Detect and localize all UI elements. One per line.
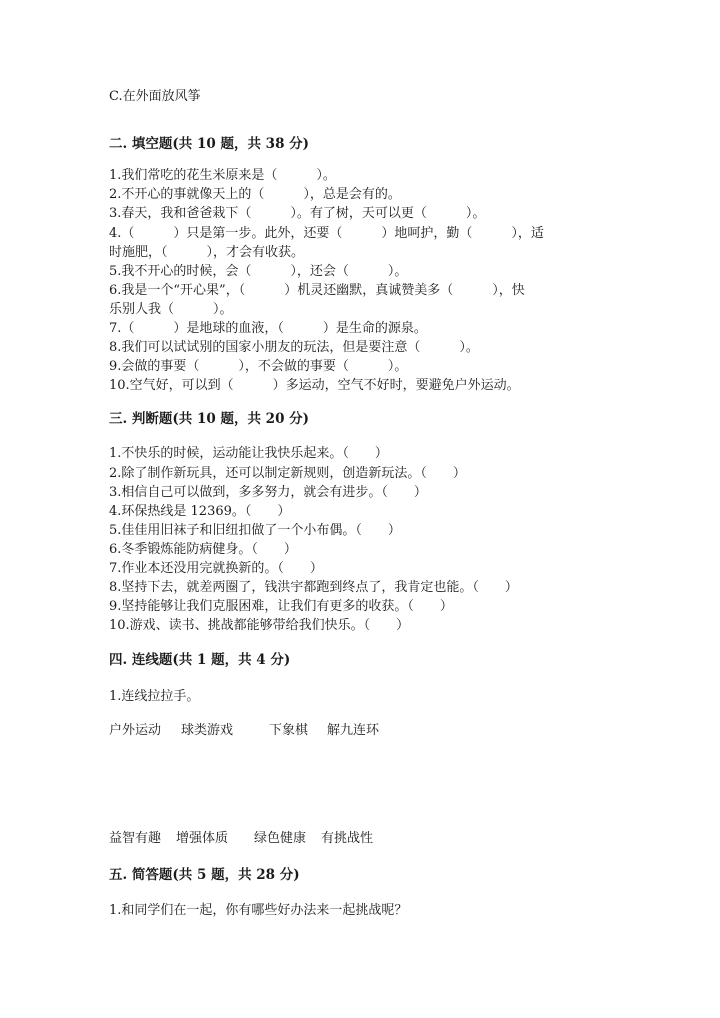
- matching-top-row: [109, 722, 609, 740]
- judge-question-10: 10.游戏、读书、挑战都能够带给我们快乐。（ ）: [109, 618, 410, 633]
- short-answer-question-1: 1.和同学们在一起，你有哪些好办法来一起挑战呢？: [109, 903, 408, 918]
- fill-question-7: 7.（ ）是地球的血液，（ ）是生命的源泉。: [109, 321, 427, 336]
- fill-question-3: 3.春天，我和爸爸栽下（ ）。有了树，天可以更（ ）。: [109, 206, 486, 221]
- fill-question-6: 6.我是一个“开心果”，（ ）机灵还幽默，真诚赞美多（ ），快: [109, 283, 525, 298]
- matching-question-1: 1.连线拉拉手。: [109, 689, 200, 704]
- judge-question-7: 7.作业本还没用完就换新的。（ ）: [109, 561, 323, 576]
- fill-question-8: 8.我们可以试试别的国家小朋友的玩法，但是要注意（ ）。: [109, 340, 479, 355]
- matching-bottom-item: 益智有趣: [109, 831, 162, 846]
- section-3-heading: 三. 判断题(共 10 题，共 20 分): [109, 411, 310, 427]
- judge-question-1: 1.不快乐的时候，运动能让我快乐起来。（ ）: [109, 446, 388, 461]
- fill-question-6-continued: 乐别人我（ ）。: [109, 302, 233, 317]
- section-4-heading: 四. 连线题(共 1 题，共 4 分): [109, 652, 291, 668]
- section-2-heading: 二. 填空题(共 10 题，共 38 分): [109, 136, 310, 152]
- fill-question-1: 1.我们常吃的花生米原来是（ ）。: [109, 168, 336, 183]
- matching-bottom-item: 绿色健康: [254, 831, 307, 846]
- fill-question-4: 4.（ ）只是第一步。此外，还要（ ）地呵护，勤（ ），适: [109, 226, 544, 241]
- carryover-option: C.在外面放风筝: [109, 89, 201, 104]
- matching-bottom-item: 增强体质: [176, 831, 229, 846]
- judge-question-4: 4.环保热线是 12369。（ ）: [109, 504, 291, 519]
- judge-question-3: 3.相信自己可以做到，多多努力，就会有进步。（ ）: [109, 485, 427, 500]
- matching-bottom-item: 有挑战性: [321, 831, 374, 846]
- judge-question-5: 5.佳佳用旧袜子和旧纽扣做了一个小布偶。（ ）: [109, 523, 401, 538]
- matching-top-item: 球类游戏: [181, 723, 234, 738]
- judge-question-6: 6.冬季锻炼能防病健身。（ ）: [109, 542, 297, 557]
- matching-top-item: 户外运动: [109, 723, 162, 738]
- judge-question-8: 8.坚持下去，就差两圈了，钱洪宇都跑到终点了，我肯定也能。（ ）: [109, 580, 518, 595]
- fill-question-10: 10.空气好，可以到（ ）多运动，空气不好时，要避免户外运动。: [109, 378, 520, 393]
- judge-question-9: 9.坚持能够让我们克服困难，让我们有更多的收获。（ ）: [109, 599, 453, 614]
- matching-top-item: 解九连环: [327, 723, 380, 738]
- fill-question-4-continued: 时施肥，（ ），才会有收获。: [109, 245, 305, 260]
- judge-question-2: 2.除了制作新玩具，还可以制定新规则，创造新玩法。（ ）: [109, 466, 466, 481]
- fill-question-5: 5.我不开心的时候，会（ ），还会（ ）。: [109, 264, 408, 279]
- fill-question-9: 9.会做的事要（ ），不会做的事要（ ）。: [109, 359, 408, 374]
- fill-question-2: 2.不开心的事就像天上的（ ），总是会有的。: [109, 187, 401, 202]
- matching-top-item: 下象棋: [269, 723, 309, 738]
- matching-bottom-row: [109, 830, 609, 848]
- section-5-heading: 五. 简答题(共 5 题，共 28 分): [109, 867, 300, 883]
